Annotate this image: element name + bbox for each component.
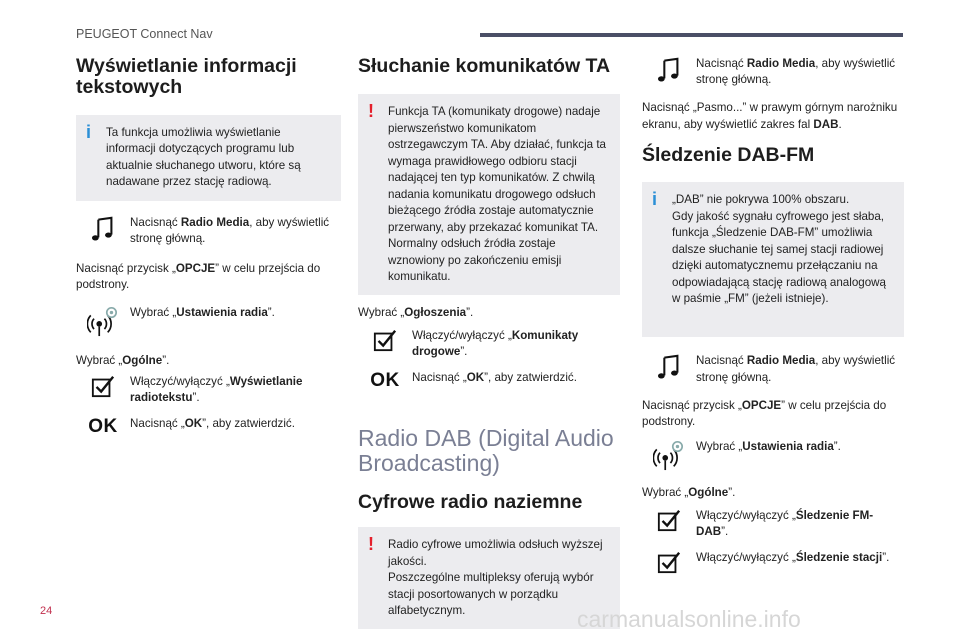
note-text: „DAB” nie pokrywa 100% obszaru. bbox=[672, 193, 850, 207]
note-text: Ta funkcja umożliwia wyświetlanie informacji dotyczących programu lub aktualnie słuchanego utworu, które są nadawane przez stację radiową. bbox=[106, 125, 301, 189]
step-settings: Wybrać „Ustawienia radia”. bbox=[642, 439, 904, 471]
music-note-icon bbox=[655, 56, 683, 84]
column-1 bbox=[76, 56, 341, 438]
checkbox-icon bbox=[91, 374, 115, 398]
info-note bbox=[76, 115, 341, 201]
ok-icon: OK bbox=[88, 416, 118, 438]
radio-settings-icon bbox=[653, 439, 685, 471]
section-heading: Słuchanie komunikatów TA bbox=[358, 55, 611, 77]
note-text: Poszczególne multipleksy oferują wybór stacji posortowanych w porządku alfabetycznym. bbox=[388, 571, 594, 617]
warning-icon: ! bbox=[368, 534, 374, 555]
page-number: 24 bbox=[40, 605, 53, 617]
step-ok: OK Nacisnąć „OK”, aby zatwierdzić. bbox=[370, 370, 577, 392]
step-radio-media: Nacisnąć Radio Media, aby wyświetlić stronę główną. bbox=[642, 56, 904, 88]
step-toggle: Włączyć/wyłączyć „Śledzenie FM-DAB”. bbox=[642, 508, 904, 540]
column-2 bbox=[358, 56, 620, 629]
step-toggle: Włączyć/wyłączyć „Wyświetlanie radiotekstu”. bbox=[76, 374, 341, 406]
instruction-text: Nacisnąć przycisk „OPCJE” w celu przejścia do podstrony. bbox=[642, 398, 887, 429]
header-title: PEUGEOT Connect Nav bbox=[76, 27, 213, 41]
warning-note bbox=[358, 94, 620, 295]
step-ok: OK Nacisnąć „OK”, aby zatwierdzić. bbox=[88, 416, 295, 438]
section-heading: Wyświetlanie informacji tekstowych bbox=[76, 55, 297, 99]
music-note-icon bbox=[89, 215, 117, 243]
warning-icon: ! bbox=[368, 101, 374, 122]
note-text: Gdy jakość sygnału cyfrowego jest słaba, funkcja „Śledzenie DAB-FM” umożliwia dalsze słuchanie tej samej stacji radiowej dzięki automatycznemu przełączaniu na odpowiadającą stację radiową analogową w paśmie „FM” (jeżeli istnieje). bbox=[672, 209, 886, 306]
note-text: Radio cyfrowe umożliwia odsłuch wyższej jakości. bbox=[388, 538, 603, 568]
radio-settings-icon bbox=[87, 305, 119, 337]
step-toggle: Włączyć/wyłączyć „Komunikaty drogowe”. bbox=[358, 328, 620, 360]
instruction-text: Nacisnąć „Pasmo...” w prawym górnym narożniku ekranu, aby wyświetlić zakres fal DAB. bbox=[642, 101, 898, 131]
checkbox-icon bbox=[657, 508, 681, 532]
info-icon: i bbox=[86, 121, 92, 142]
step-radio-media: Nacisnąć Radio Media, aby wyświetlić stronę główną. bbox=[642, 353, 904, 385]
instruction-text: Wybrać „Ogłoszenia”. bbox=[358, 306, 474, 320]
instruction-text: Nacisnąć przycisk „OPCJE” w celu przejścia do podstrony. bbox=[76, 262, 321, 292]
info-note bbox=[642, 182, 904, 337]
ok-icon: OK bbox=[370, 370, 400, 392]
step-toggle: Włączyć/wyłączyć „Śledzenie stacji”. bbox=[642, 550, 904, 574]
column-3 bbox=[642, 56, 904, 574]
instruction-text: Wybrać „Ogólne”. bbox=[76, 353, 170, 367]
instruction-text: Wybrać „Ogólne”. bbox=[642, 486, 736, 500]
checkbox-icon bbox=[373, 328, 397, 352]
step-radio-media: Nacisnąć Radio Media, aby wyświetlić stronę główną. bbox=[76, 215, 341, 247]
watermark: carmanualsonline.info bbox=[577, 606, 801, 632]
step-settings: Wybrać „Ustawienia radia”. bbox=[76, 305, 341, 337]
header-bar bbox=[480, 33, 903, 37]
music-note-icon bbox=[655, 353, 683, 381]
section-heading: Śledzenie DAB-FM bbox=[642, 143, 815, 166]
section-heading: Cyfrowe radio naziemne bbox=[358, 490, 583, 513]
checkbox-icon bbox=[657, 550, 681, 574]
chapter-heading: Radio DAB (Digital Audio Broadcasting) bbox=[358, 425, 614, 476]
note-text: Funkcja TA (komunikaty drogowe) nadaje pierwszeństwo komunikatom ostrzegawczym TA. Aby działać, funkcja ta wymaga prawidłowego odbioru stacji nadającej ten typ komunikatów. Z chwilą nadania komunikatu drogowego odsłuch bieżącego źródła zostaje automatycznie przerwany, aby przekazać komunikat TA. Normalny odsłuch źródła zostaje wznowiony po zakończeniu emisji komunikatu. bbox=[388, 105, 607, 283]
info-icon: i bbox=[652, 189, 658, 210]
